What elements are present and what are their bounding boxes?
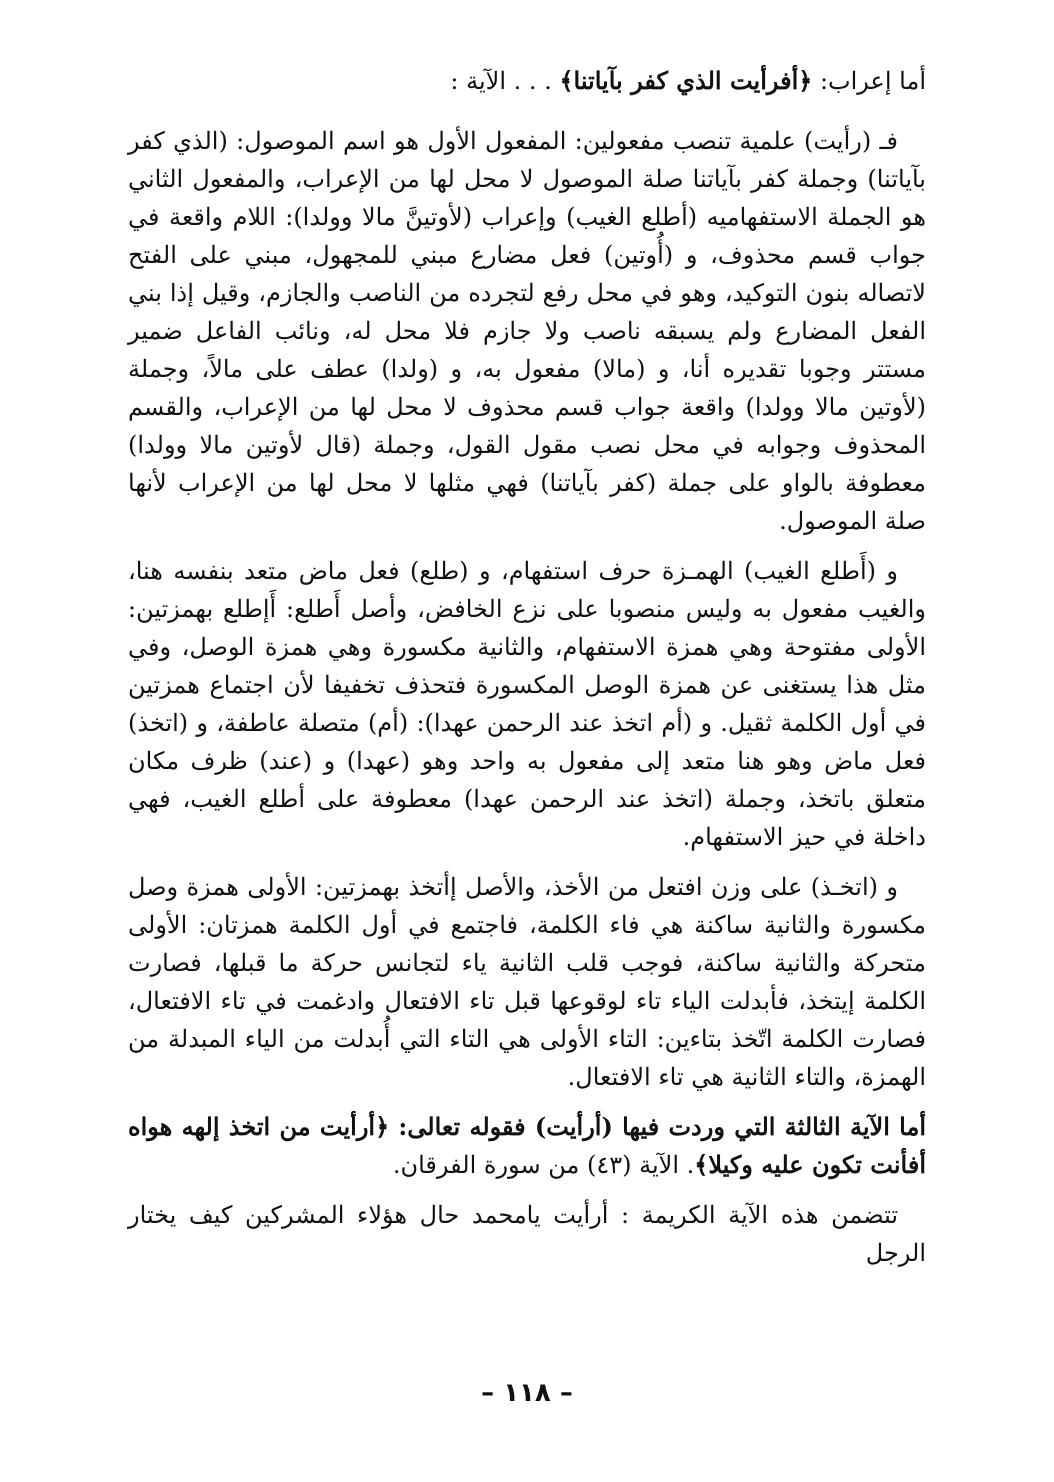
section-heading [128, 62, 926, 100]
paragraph-2: و (أَطلع الغيب) الهمـزة حرف استفهام، و (طلع) فعل ماض متعد بنفسه هنا، والغيب مفعول به وليس منصوبا على نزع الخافض، وأصل أَطلع: أَإطلع بهمزتين: الأولى مفتوحة وهي همزة الاستفهام، والثانية مكسورة وهي همزة الوصل، وفي مثل هذا يستغنى عن همزة الوصل المكسورة فتحذف تخفيفا لأن اجتماع همزتين في أول الكلمة ثقيل. و (أم اتخذ عند الرحمن عهدا): (أم) متصلة عاطفة، و (اتخذ) فعل ماض وهو هنا متعد إلى مفعول به واحد وهو (عهدا) و (عند) ظرف مكان متعلق باتخذ، وجملة (اتخذ عند الرحمن عهدا) معطوفة على أطلع الغيب، فهي داخلة في حيز الاستفهام. [128, 557, 927, 851]
page-body [128, 62, 926, 1284]
third-verse-quote: ﴿أرأيت من اتخذ إلهه هواه أفأنت تكون عليه وكيلا﴾ [128, 1112, 926, 1179]
third-verse-tail: . الآية (٤٣) من سورة الفرقان. [392, 1151, 695, 1179]
page-number: – ١١٨ – [481, 1378, 573, 1408]
heading-lead: أما إعراب: [812, 67, 926, 95]
heading-quran-quote: ﴿أفرأيت الذي كفر بآياتنا﴾ [559, 66, 813, 95]
paragraph-3: و (اتخـذ) على وزن افتعل من الأخذ، والأصل إأتخذ بهمزتين: الأولى همزة وصل مكسورة والثانية ساكنة هي فاء الكلمة، فاجتمع في أول الكلمة همزتان: الأولى متحركة والثانية ساكنة، فوجب قلب الثانية ياء لتجانس حركة ما قبلها، فصارت الكلمة إيتخذ، فأبدلت الياء تاء لوقوعها قبل تاء الافتعال وادغمت في تاء الافتعال، فصارت الكلمة اتّخذ بتاءين: التاء الأولى هي التاء التي أُبدلت من الياء المبدلة من الهمزة، والتاء الثانية هي تاء الافتعال. [128, 873, 926, 1091]
paragraph-1: فـ (رأيت) علمية تنصب مفعولين: المفعول الأول هو اسم الموصول: (الذي كفر بآياتنا) وجملة كفر بآياتنا صلة الموصول لا محل لها من الإعراب، والمفعول الثاني هو الجملة الاستفهاميه (أطلع الغيب) وإعراب (لأوتينَّ مالا وولدا): اللام واقعة في جواب قسم محذوف، و (أُوتين) فعل مضارع مبني للمجهول، مبني على الفتح لاتصاله بنون التوكيد، وهو في محل رفع لتجرده من الناصب والجازم، وقيل إذا بني الفعل المضارع ولم يسبقه ناصب ولا جازم فلا محل له، ونائب الفاعل ضمير مستتر وجوبا تقديره أنا، و (مالا) مفعول به، و (ولدا) عطف على مالاً، وجملة (لأوتين مالا وولدا) واقعة جواب قسم محذوف لا محل لها من الإعراب، والقسم المحذوف وجوابه في محل نصب مقول القول، وجملة (قال لأوتين مالا وولدا) معطوفة بالواو على جملة (كفر بآياتنا) فهي مثلها لا محل لها من الإعراب لأنها صلة الموصول. [128, 127, 927, 535]
third-verse-lead: أما الآية الثالثة التي وردت فيها (أرأيت) فقوله تعالى: [389, 1112, 926, 1141]
heading-tail: . . . الآية : [450, 67, 560, 95]
closing-line: تتضمن هذه الآية الكريمة : أرأيت يامحمد حال هؤلاء المشركين كيف يختار الرجل [128, 1201, 926, 1267]
third-verse-paragraph [128, 1108, 926, 1184]
